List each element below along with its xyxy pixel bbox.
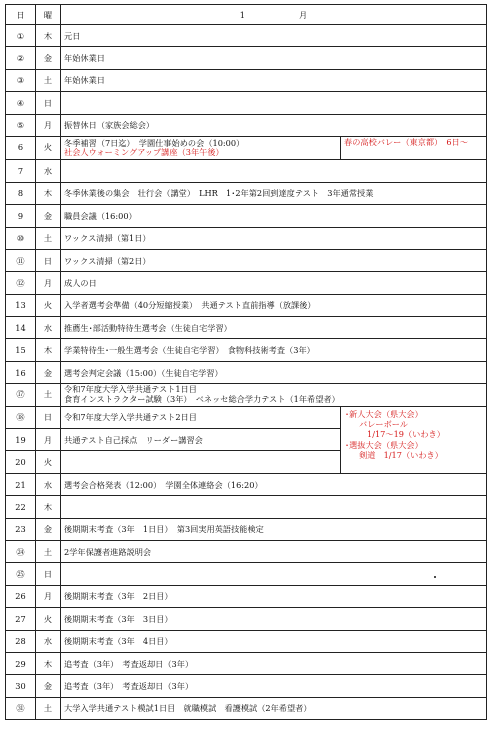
day-cell: 22 <box>6 496 36 518</box>
event-cell <box>61 69 487 91</box>
table-row <box>6 160 487 182</box>
event-text: 2学年保護者進路説明会 <box>64 546 152 557</box>
weekday-cell: 月 <box>36 429 61 451</box>
event-cell <box>61 406 341 428</box>
side-note-cell: 春の高校バレー（東京都） 6日～ <box>341 136 487 159</box>
weekday-cell: 水 <box>36 317 61 339</box>
event-cell <box>61 675 487 697</box>
day-cell: ⑪ <box>6 249 36 271</box>
event-text-secondary: 社会人ウォーミングアップ講座（3年午後） <box>64 147 224 158</box>
event-text: ワックス清掃（第1日） <box>64 233 151 244</box>
weekday-cell: 金 <box>36 47 61 69</box>
event-cell <box>61 473 487 495</box>
header-day: 日 <box>6 5 36 25</box>
table-row <box>6 361 487 383</box>
table-row <box>6 136 487 159</box>
day-cell: 30 <box>6 675 36 697</box>
weekday-cell: 土 <box>36 227 61 249</box>
day-cell: 15 <box>6 339 36 361</box>
event-cell <box>61 182 487 204</box>
day-cell: ⑱ <box>6 406 36 428</box>
tournament-note-line2: バレーボール <box>359 418 408 429</box>
event-cell <box>61 205 487 227</box>
day-cell: ㉔ <box>6 540 36 562</box>
tournament-note-line4: ･選抜大会（県大会） <box>345 439 423 450</box>
weekday-cell: 月 <box>36 114 61 136</box>
event-cell <box>61 496 487 518</box>
event-text: 学業特待生･一般生選考会（生徒自宅学習） 食物科技術考査（3年） <box>64 345 315 356</box>
day-cell: 16 <box>6 361 36 383</box>
weekday-cell: 水 <box>36 630 61 652</box>
event-cell <box>61 294 487 316</box>
event-cell <box>61 25 487 47</box>
weekday-cell: 土 <box>36 697 61 719</box>
day-cell: 8 <box>6 182 36 204</box>
event-text: 選考会合格発表（12:00） 学園全体連絡会（16:20） <box>64 479 263 490</box>
event-text: 入学者選考会準備（40分短縮授業） 共通テスト直前指導（放課後） <box>64 300 316 311</box>
table-row <box>6 69 487 91</box>
event-text: 後期期末考査（3年 4日目） <box>64 636 173 647</box>
table-row <box>6 182 487 204</box>
weekday-cell: 日 <box>36 249 61 271</box>
event-cell <box>61 317 487 339</box>
event-text: 冬季休業後の集会 壮行会（講堂） LHR 1･2年第2回到達度テスト 3年通常授業 <box>64 188 374 199</box>
day-cell: 27 <box>6 608 36 630</box>
weekday-cell: 水 <box>36 160 61 182</box>
table-row <box>6 697 487 719</box>
weekday-cell: 金 <box>36 518 61 540</box>
day-cell: ⑩ <box>6 227 36 249</box>
table-row <box>6 25 487 47</box>
event-cell <box>61 160 487 182</box>
table-row <box>6 317 487 339</box>
event-cell <box>61 92 487 114</box>
day-cell: 7 <box>6 160 36 182</box>
table-row <box>6 540 487 562</box>
school-calendar-table <box>5 4 487 720</box>
weekday-cell: 金 <box>36 205 61 227</box>
table-row <box>6 384 487 406</box>
table-row <box>6 92 487 114</box>
day-cell: ⑤ <box>6 114 36 136</box>
event-cell <box>61 361 487 383</box>
table-row <box>6 563 487 585</box>
day-cell: ⑰ <box>6 384 36 406</box>
event-cell <box>61 272 487 294</box>
tournament-note-line3: 1/17～19（いわき） <box>367 429 445 440</box>
event-text: 後期期末考査（3年 1日目） 第3回実用英語技能検定 <box>64 524 264 535</box>
weekday-cell: 日 <box>36 406 61 428</box>
table-row <box>6 496 487 518</box>
table-row <box>6 675 487 697</box>
weekday-cell: 月 <box>36 585 61 607</box>
event-text: 選考会判定会議（15:00）（生徒自宅学習） <box>64 367 223 378</box>
weekday-cell: 金 <box>36 675 61 697</box>
table-row <box>6 406 487 428</box>
weekday-cell: 火 <box>36 608 61 630</box>
table-row <box>6 339 487 361</box>
tournament-note-cell <box>341 406 487 473</box>
event-text: 振替休日（家族会総会） <box>64 120 155 131</box>
table-row <box>6 608 487 630</box>
day-cell: 20 <box>6 451 36 473</box>
day-cell: ⑫ <box>6 272 36 294</box>
header-month-label: 月 <box>299 9 308 20</box>
event-text: 令和7年度大学入学共通テスト1日目 <box>64 384 197 395</box>
day-cell: 13 <box>6 294 36 316</box>
event-cell <box>61 540 487 562</box>
weekday-cell: 土 <box>36 540 61 562</box>
event-text-secondary: 食育インストラクター試験（3年） ベネッセ総合学力テスト（1年希望者） <box>64 393 340 404</box>
event-text: 追考査（3年） 考査返却日（3年） <box>64 658 194 669</box>
event-text: 追考査（3年） 考査返却日（3年） <box>64 681 194 692</box>
tournament-note-line1: ･新人大会（県大会） <box>345 408 423 419</box>
table-row <box>6 630 487 652</box>
event-text: ワックス清掃（第2日） <box>64 255 151 266</box>
event-cell <box>61 47 487 69</box>
weekday-cell: 木 <box>36 496 61 518</box>
weekday-cell: 火 <box>36 136 61 159</box>
event-cell <box>61 608 487 630</box>
table-row <box>6 473 487 495</box>
table-row <box>6 652 487 674</box>
day-cell: 19 <box>6 429 36 451</box>
event-text: 令和7年度大学入学共通テスト2日目 <box>64 412 197 423</box>
day-cell: ② <box>6 47 36 69</box>
event-cell <box>61 630 487 652</box>
header-month <box>61 5 487 25</box>
weekday-cell: 木 <box>36 652 61 674</box>
table-row <box>6 585 487 607</box>
header-row <box>6 5 487 25</box>
event-cell <box>61 518 487 540</box>
day-cell: ㉛ <box>6 697 36 719</box>
weekday-cell: 木 <box>36 339 61 361</box>
day-cell: 14 <box>6 317 36 339</box>
event-text: 推薦生･部活動特待生選考会（生徒自宅学習） <box>64 322 232 333</box>
event-text: 元日 <box>64 30 81 41</box>
event-text: 冬季補習（7日迄） 学園仕事始めの会（10:00） <box>64 137 245 148</box>
table-row <box>6 227 487 249</box>
day-cell: 26 <box>6 585 36 607</box>
table-row <box>6 518 487 540</box>
event-text: 後期期末考査（3年 3日目） <box>64 613 173 624</box>
event-cell <box>61 227 487 249</box>
event-cell <box>61 697 487 719</box>
event-cell <box>61 429 341 451</box>
weekday-cell: 水 <box>36 473 61 495</box>
weekday-cell: 木 <box>36 25 61 47</box>
day-cell: ㉕ <box>6 563 36 585</box>
weekday-cell: 火 <box>36 294 61 316</box>
tournament-note-line5: 剣道 1/17（いわき） <box>359 449 443 460</box>
weekday-cell: 月 <box>36 272 61 294</box>
event-text: 年始休業日 <box>64 75 105 86</box>
day-cell: 23 <box>6 518 36 540</box>
event-cell <box>61 563 487 585</box>
event-cell <box>61 585 487 607</box>
day-cell: 28 <box>6 630 36 652</box>
day-cell: 6 <box>6 136 36 159</box>
table-row <box>6 272 487 294</box>
weekday-cell: 土 <box>36 69 61 91</box>
event-cell <box>61 339 487 361</box>
event-cell <box>61 451 341 473</box>
table-row <box>6 47 487 69</box>
event-text: 職員会議（16:00） <box>64 210 137 221</box>
day-cell: 21 <box>6 473 36 495</box>
event-cell <box>61 136 341 159</box>
weekday-cell: 日 <box>36 92 61 114</box>
day-cell: ④ <box>6 92 36 114</box>
event-cell <box>61 114 487 136</box>
table-row <box>6 294 487 316</box>
event-text: 共通テスト自己採点 リーダー講習会 <box>64 434 203 445</box>
event-text: 大学入学共通テスト模試1日目 就職模試 看護模試（2年希望者） <box>64 703 312 714</box>
day-cell: ③ <box>6 69 36 91</box>
table-row <box>6 205 487 227</box>
table-row <box>6 249 487 271</box>
event-cell <box>61 384 487 406</box>
header-dow: 曜 <box>36 5 61 25</box>
day-cell: 29 <box>6 652 36 674</box>
event-text: 成人の日 <box>64 277 97 288</box>
event-text: 年始休業日 <box>64 53 105 64</box>
weekday-cell: 金 <box>36 361 61 383</box>
event-cell <box>61 652 487 674</box>
header-month-number: 1 <box>239 9 246 20</box>
event-cell <box>61 249 487 271</box>
weekday-cell: 日 <box>36 563 61 585</box>
weekday-cell: 土 <box>36 384 61 406</box>
weekday-cell: 火 <box>36 451 61 473</box>
event-text: 後期期末考査（3年 2日目） <box>64 591 173 602</box>
stray-dot <box>434 576 436 578</box>
day-cell: ① <box>6 25 36 47</box>
weekday-cell: 木 <box>36 182 61 204</box>
day-cell: 9 <box>6 205 36 227</box>
table-row <box>6 114 487 136</box>
